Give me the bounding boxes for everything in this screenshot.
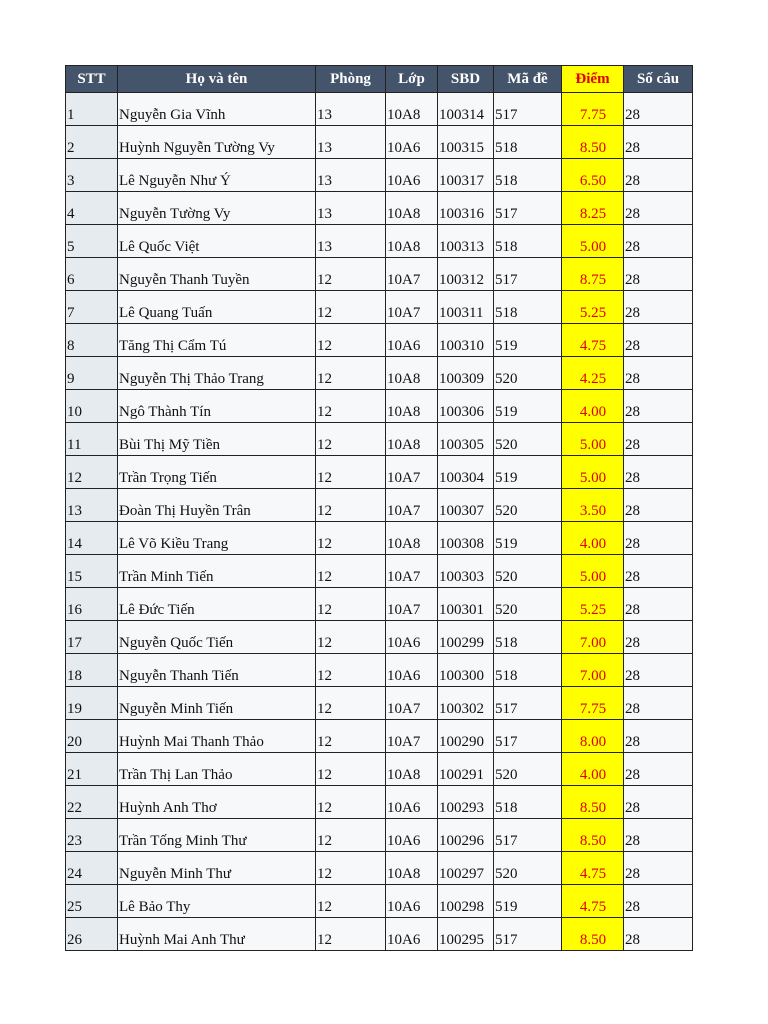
name-cell: Nguyễn Tường Vy: [118, 192, 316, 225]
question-count-cell: 28: [624, 159, 693, 192]
stt-cell: 13: [66, 489, 118, 522]
question-count-cell: 28: [624, 918, 693, 951]
sbd-cell: 100305: [438, 423, 494, 456]
class-cell: 10A8: [386, 522, 438, 555]
stt-cell: 18: [66, 654, 118, 687]
class-cell: 10A8: [386, 93, 438, 126]
class-cell: 10A8: [386, 390, 438, 423]
score-cell: 5.00: [562, 423, 624, 456]
score-cell: 3.50: [562, 489, 624, 522]
class-cell: 10A6: [386, 159, 438, 192]
score-cell: 4.00: [562, 390, 624, 423]
table-row: [66, 456, 693, 489]
name-cell: Lê Đức Tiến: [118, 588, 316, 621]
header-score: Điểm: [562, 66, 624, 93]
question-count-cell: 28: [624, 852, 693, 885]
exam-code-cell: 519: [494, 390, 562, 423]
room-cell: 12: [316, 489, 386, 522]
table-row: [66, 390, 693, 423]
score-cell: 7.00: [562, 654, 624, 687]
table-row: [66, 291, 693, 324]
question-count-cell: 28: [624, 786, 693, 819]
sbd-cell: 100304: [438, 456, 494, 489]
question-count-cell: 28: [624, 390, 693, 423]
score-cell: 6.50: [562, 159, 624, 192]
room-cell: 12: [316, 390, 386, 423]
name-cell: Huỳnh Anh Thơ: [118, 786, 316, 819]
question-count-cell: 28: [624, 522, 693, 555]
stt-cell: 7: [66, 291, 118, 324]
header-question-count: Số câu: [624, 66, 693, 93]
table-row: [66, 621, 693, 654]
class-cell: 10A6: [386, 654, 438, 687]
exam-code-cell: 517: [494, 687, 562, 720]
exam-code-cell: 519: [494, 522, 562, 555]
exam-code-cell: 517: [494, 918, 562, 951]
exam-code-cell: 517: [494, 258, 562, 291]
room-cell: 12: [316, 588, 386, 621]
stt-cell: 4: [66, 192, 118, 225]
room-cell: 12: [316, 918, 386, 951]
room-cell: 12: [316, 456, 386, 489]
question-count-cell: 28: [624, 720, 693, 753]
room-cell: 12: [316, 357, 386, 390]
sbd-cell: 100306: [438, 390, 494, 423]
stt-cell: 14: [66, 522, 118, 555]
class-cell: 10A6: [386, 819, 438, 852]
name-cell: Đoàn Thị Huyền Trân: [118, 489, 316, 522]
question-count-cell: 28: [624, 126, 693, 159]
room-cell: 13: [316, 192, 386, 225]
score-cell: 4.75: [562, 885, 624, 918]
sbd-cell: 100298: [438, 885, 494, 918]
stt-cell: 26: [66, 918, 118, 951]
exam-code-cell: 517: [494, 819, 562, 852]
score-cell: 5.25: [562, 291, 624, 324]
sbd-cell: 100303: [438, 555, 494, 588]
sbd-cell: 100314: [438, 93, 494, 126]
question-count-cell: 28: [624, 621, 693, 654]
question-count-cell: 28: [624, 93, 693, 126]
name-cell: Huỳnh Nguyễn Tường Vy: [118, 126, 316, 159]
stt-cell: 15: [66, 555, 118, 588]
class-cell: 10A6: [386, 621, 438, 654]
room-cell: 12: [316, 522, 386, 555]
exam-code-cell: 517: [494, 192, 562, 225]
class-cell: 10A8: [386, 225, 438, 258]
question-count-cell: 28: [624, 555, 693, 588]
class-cell: 10A6: [386, 324, 438, 357]
table-row: [66, 885, 693, 918]
class-cell: 10A8: [386, 423, 438, 456]
score-cell: 4.75: [562, 852, 624, 885]
name-cell: Bùi Thị Mỹ Tiền: [118, 423, 316, 456]
stt-cell: 3: [66, 159, 118, 192]
name-cell: Lê Bảo Thy: [118, 885, 316, 918]
table-row: [66, 720, 693, 753]
exam-code-cell: 519: [494, 885, 562, 918]
room-cell: 12: [316, 786, 386, 819]
table-row: [66, 423, 693, 456]
room-cell: 12: [316, 291, 386, 324]
table-row: [66, 555, 693, 588]
stt-cell: 19: [66, 687, 118, 720]
header-row: [66, 66, 693, 93]
table-row: [66, 918, 693, 951]
exam-code-cell: 520: [494, 555, 562, 588]
sbd-cell: 100302: [438, 687, 494, 720]
sbd-cell: 100311: [438, 291, 494, 324]
stt-cell: 25: [66, 885, 118, 918]
question-count-cell: 28: [624, 357, 693, 390]
room-cell: 12: [316, 687, 386, 720]
class-cell: 10A7: [386, 588, 438, 621]
name-cell: Nguyễn Thị Thảo Trang: [118, 357, 316, 390]
question-count-cell: 28: [624, 654, 693, 687]
exam-code-cell: 517: [494, 720, 562, 753]
score-cell: 5.00: [562, 555, 624, 588]
score-cell: 4.00: [562, 522, 624, 555]
sbd-cell: 100301: [438, 588, 494, 621]
stt-cell: 8: [66, 324, 118, 357]
table-body: [66, 93, 693, 951]
sbd-cell: 100308: [438, 522, 494, 555]
stt-cell: 10: [66, 390, 118, 423]
table-row: [66, 159, 693, 192]
exam-code-cell: 517: [494, 93, 562, 126]
table-row: [66, 786, 693, 819]
score-table: [65, 65, 693, 951]
table-row: [66, 522, 693, 555]
room-cell: 12: [316, 852, 386, 885]
question-count-cell: 28: [624, 885, 693, 918]
room-cell: 12: [316, 885, 386, 918]
name-cell: Nguyễn Quốc Tiến: [118, 621, 316, 654]
stt-cell: 20: [66, 720, 118, 753]
header-full-name: Họ và tên: [118, 66, 316, 93]
table-row: [66, 819, 693, 852]
stt-cell: 24: [66, 852, 118, 885]
score-cell: 5.00: [562, 456, 624, 489]
score-cell: 5.00: [562, 225, 624, 258]
name-cell: Tăng Thị Cẩm Tú: [118, 324, 316, 357]
header-exam-code: Mã đề: [494, 66, 562, 93]
table-row: [66, 126, 693, 159]
name-cell: Ngô Thành Tín: [118, 390, 316, 423]
stt-cell: 21: [66, 753, 118, 786]
score-cell: 7.75: [562, 93, 624, 126]
sbd-cell: 100296: [438, 819, 494, 852]
stt-cell: 1: [66, 93, 118, 126]
question-count-cell: 28: [624, 324, 693, 357]
room-cell: 12: [316, 324, 386, 357]
room-cell: 13: [316, 159, 386, 192]
name-cell: Nguyễn Minh Thư: [118, 852, 316, 885]
question-count-cell: 28: [624, 687, 693, 720]
question-count-cell: 28: [624, 753, 693, 786]
class-cell: 10A6: [386, 126, 438, 159]
name-cell: Lê Võ Kiều Trang: [118, 522, 316, 555]
name-cell: Lê Nguyễn Như Ý: [118, 159, 316, 192]
exam-code-cell: 520: [494, 753, 562, 786]
table-row: [66, 588, 693, 621]
room-cell: 12: [316, 621, 386, 654]
table-row: [66, 357, 693, 390]
table-row: [66, 489, 693, 522]
room-cell: 13: [316, 126, 386, 159]
question-count-cell: 28: [624, 423, 693, 456]
sbd-cell: 100313: [438, 225, 494, 258]
name-cell: Trần Trọng Tiến: [118, 456, 316, 489]
table-row: [66, 654, 693, 687]
question-count-cell: 28: [624, 192, 693, 225]
stt-cell: 17: [66, 621, 118, 654]
question-count-cell: 28: [624, 588, 693, 621]
score-cell: 8.25: [562, 192, 624, 225]
sbd-cell: 100316: [438, 192, 494, 225]
sbd-cell: 100315: [438, 126, 494, 159]
class-cell: 10A7: [386, 720, 438, 753]
sbd-cell: 100307: [438, 489, 494, 522]
exam-code-cell: 518: [494, 126, 562, 159]
room-cell: 12: [316, 555, 386, 588]
sbd-cell: 100290: [438, 720, 494, 753]
class-cell: 10A7: [386, 291, 438, 324]
question-count-cell: 28: [624, 258, 693, 291]
exam-code-cell: 520: [494, 357, 562, 390]
stt-cell: 2: [66, 126, 118, 159]
question-count-cell: 28: [624, 225, 693, 258]
class-cell: 10A6: [386, 885, 438, 918]
room-cell: 13: [316, 93, 386, 126]
question-count-cell: 28: [624, 456, 693, 489]
table-row: [66, 225, 693, 258]
stt-cell: 6: [66, 258, 118, 291]
table-row: [66, 753, 693, 786]
exam-code-cell: 519: [494, 324, 562, 357]
score-cell: 8.50: [562, 786, 624, 819]
room-cell: 13: [316, 225, 386, 258]
stt-cell: 16: [66, 588, 118, 621]
name-cell: Nguyễn Gia Vĩnh: [118, 93, 316, 126]
score-cell: 8.50: [562, 819, 624, 852]
score-cell: 8.00: [562, 720, 624, 753]
class-cell: 10A7: [386, 687, 438, 720]
exam-code-cell: 518: [494, 654, 562, 687]
stt-cell: 12: [66, 456, 118, 489]
question-count-cell: 28: [624, 291, 693, 324]
class-cell: 10A6: [386, 918, 438, 951]
class-cell: 10A8: [386, 192, 438, 225]
name-cell: Huỳnh Mai Anh Thư: [118, 918, 316, 951]
score-cell: 5.25: [562, 588, 624, 621]
exam-code-cell: 519: [494, 456, 562, 489]
exam-code-cell: 520: [494, 423, 562, 456]
stt-cell: 23: [66, 819, 118, 852]
exam-code-cell: 520: [494, 489, 562, 522]
name-cell: Nguyễn Minh Tiến: [118, 687, 316, 720]
class-cell: 10A8: [386, 753, 438, 786]
exam-code-cell: 520: [494, 588, 562, 621]
class-cell: 10A7: [386, 456, 438, 489]
score-cell: 4.25: [562, 357, 624, 390]
header-sbd: SBD: [438, 66, 494, 93]
score-cell: 8.50: [562, 126, 624, 159]
exam-code-cell: 518: [494, 225, 562, 258]
room-cell: 12: [316, 258, 386, 291]
table-row: [66, 93, 693, 126]
sbd-cell: 100310: [438, 324, 494, 357]
name-cell: Lê Quang Tuấn: [118, 291, 316, 324]
header-room: Phòng: [316, 66, 386, 93]
name-cell: Trần Thị Lan Thảo: [118, 753, 316, 786]
table-row: [66, 192, 693, 225]
room-cell: 12: [316, 654, 386, 687]
sbd-cell: 100317: [438, 159, 494, 192]
room-cell: 12: [316, 423, 386, 456]
name-cell: Trần Tống Minh Thư: [118, 819, 316, 852]
score-cell: 4.75: [562, 324, 624, 357]
score-cell: 8.75: [562, 258, 624, 291]
stt-cell: 11: [66, 423, 118, 456]
header-stt: STT: [66, 66, 118, 93]
class-cell: 10A7: [386, 555, 438, 588]
stt-cell: 5: [66, 225, 118, 258]
class-cell: 10A6: [386, 786, 438, 819]
exam-code-cell: 518: [494, 621, 562, 654]
name-cell: Nguyễn Thanh Tiến: [118, 654, 316, 687]
sbd-cell: 100295: [438, 918, 494, 951]
sbd-cell: 100293: [438, 786, 494, 819]
stt-cell: 9: [66, 357, 118, 390]
class-cell: 10A8: [386, 357, 438, 390]
table-row: [66, 324, 693, 357]
header-class: Lớp: [386, 66, 438, 93]
class-cell: 10A7: [386, 489, 438, 522]
exam-code-cell: 518: [494, 291, 562, 324]
exam-code-cell: 518: [494, 159, 562, 192]
sbd-cell: 100297: [438, 852, 494, 885]
exam-code-cell: 520: [494, 852, 562, 885]
table-row: [66, 258, 693, 291]
exam-code-cell: 518: [494, 786, 562, 819]
table-row: [66, 852, 693, 885]
question-count-cell: 28: [624, 819, 693, 852]
room-cell: 12: [316, 819, 386, 852]
sbd-cell: 100299: [438, 621, 494, 654]
room-cell: 12: [316, 720, 386, 753]
score-cell: 8.50: [562, 918, 624, 951]
score-cell: 7.00: [562, 621, 624, 654]
question-count-cell: 28: [624, 489, 693, 522]
sbd-cell: 100291: [438, 753, 494, 786]
score-cell: 7.75: [562, 687, 624, 720]
sbd-cell: 100312: [438, 258, 494, 291]
name-cell: Lê Quốc Việt: [118, 225, 316, 258]
sbd-cell: 100309: [438, 357, 494, 390]
name-cell: Nguyễn Thanh Tuyền: [118, 258, 316, 291]
room-cell: 12: [316, 753, 386, 786]
score-cell: 4.00: [562, 753, 624, 786]
table-row: [66, 687, 693, 720]
stt-cell: 22: [66, 786, 118, 819]
name-cell: Huỳnh Mai Thanh Thảo: [118, 720, 316, 753]
sbd-cell: 100300: [438, 654, 494, 687]
class-cell: 10A8: [386, 852, 438, 885]
class-cell: 10A7: [386, 258, 438, 291]
name-cell: Trần Minh Tiến: [118, 555, 316, 588]
